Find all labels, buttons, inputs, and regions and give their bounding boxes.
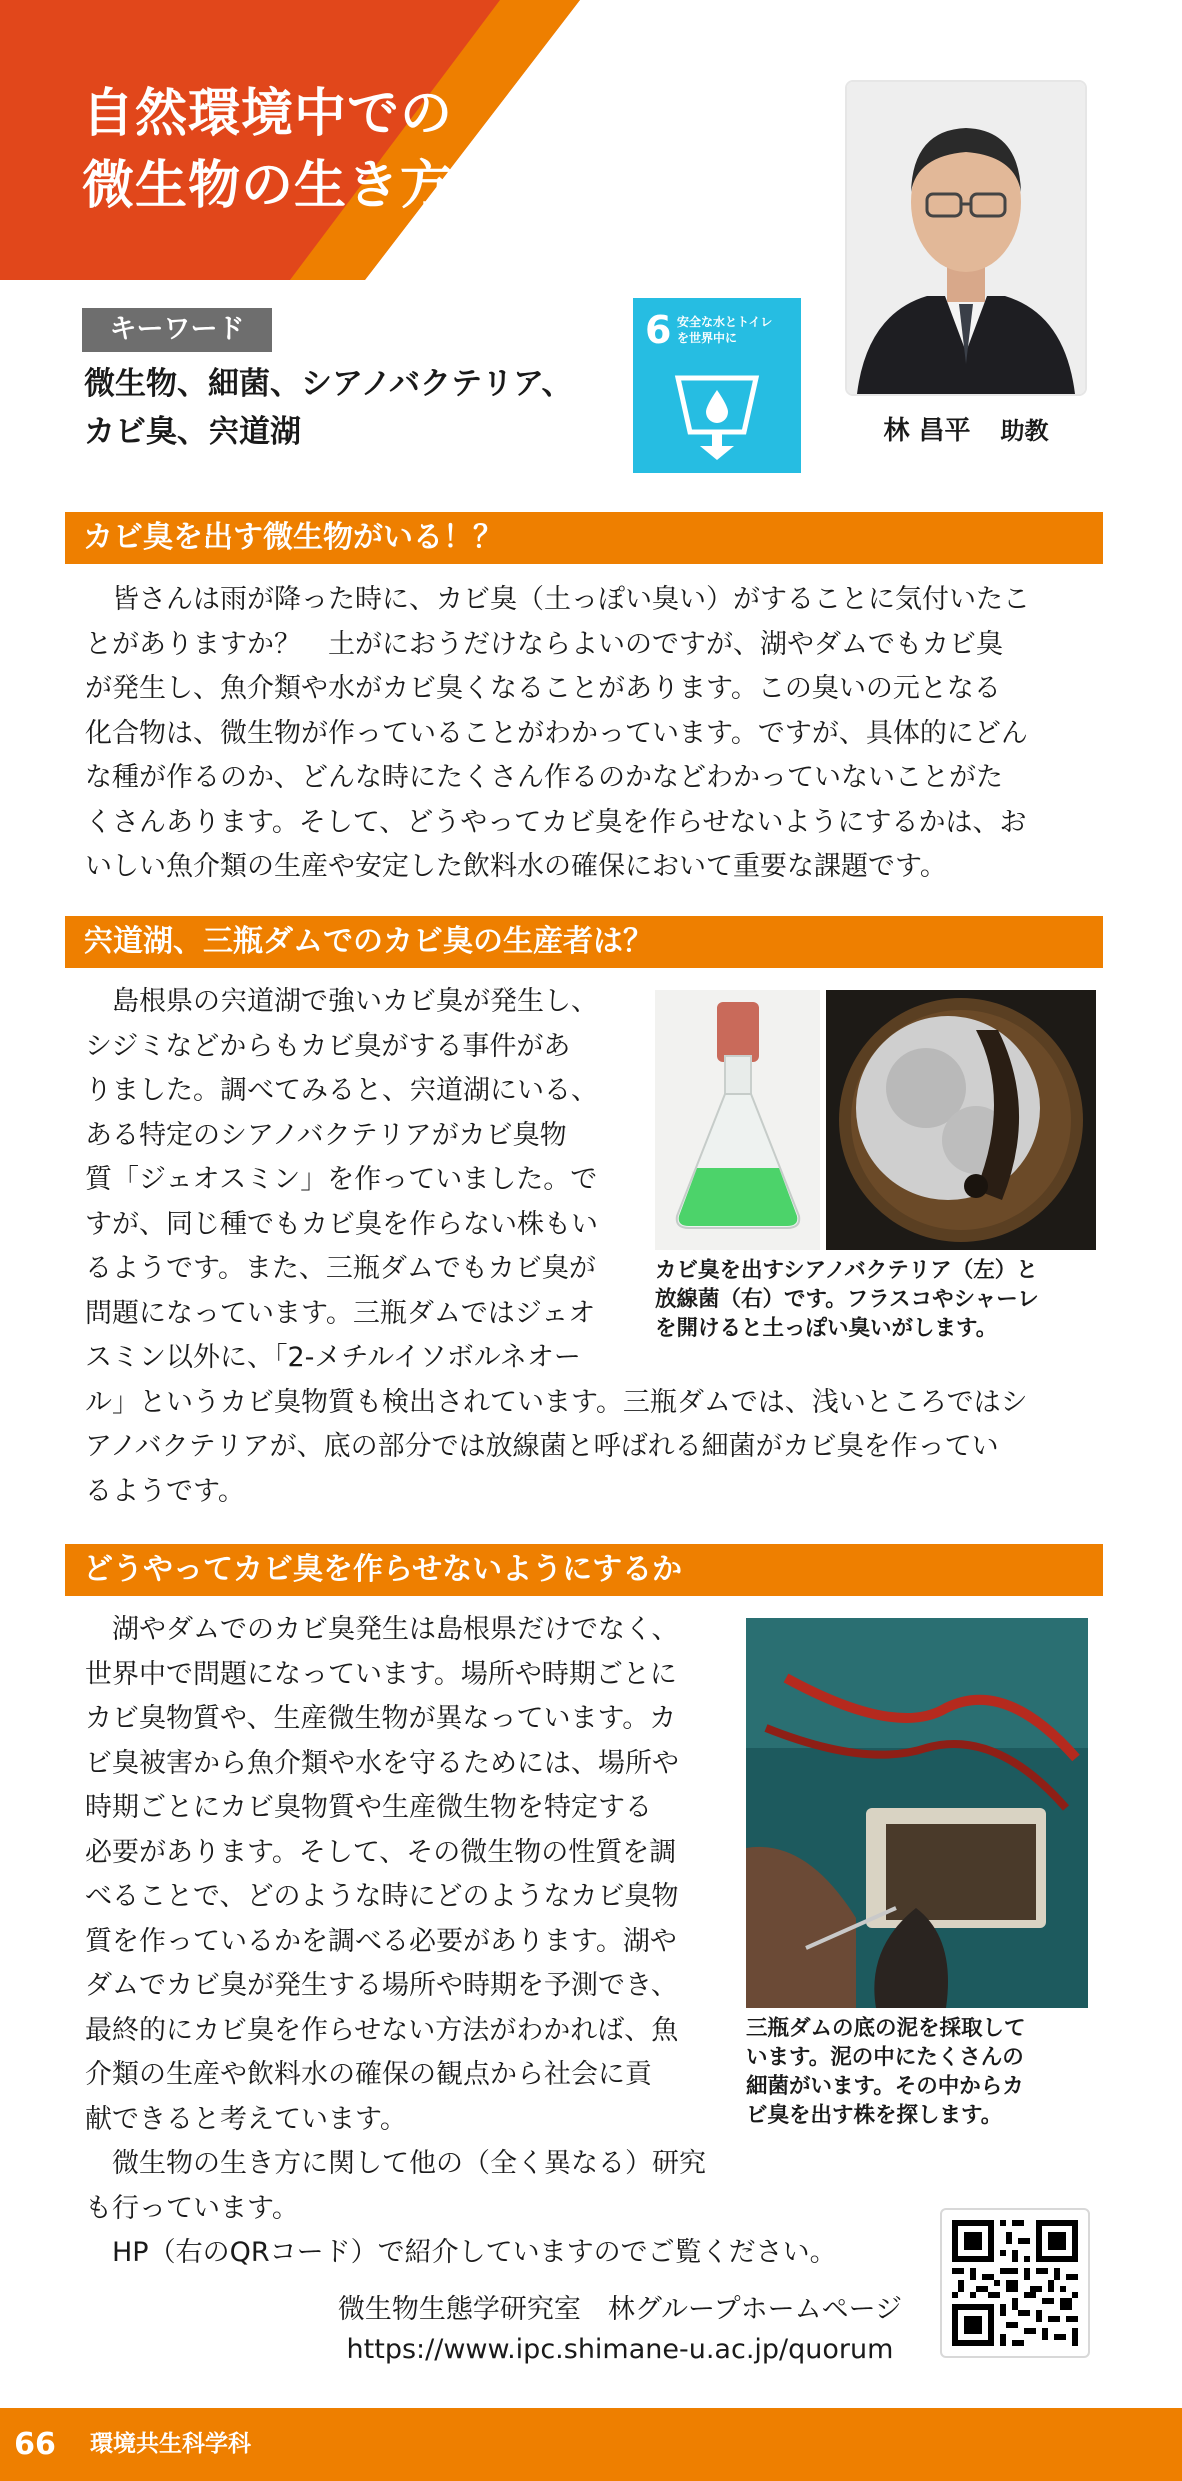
text-line: 介類の生産や飲料水の確保の観点から社会に貢 (85, 2059, 652, 2090)
text-line: りました。調べてみると、宍道湖にいる、 (85, 1075, 598, 1106)
text-line: ある特定のシアノバクテリアがカビ臭物 (85, 1119, 567, 1151)
text-line: 献できると考えています。 (85, 2103, 407, 2135)
text-line: ビ臭被害から魚介類や水を守るためには、場所や (85, 1747, 679, 1779)
water-glass-icon (672, 370, 762, 462)
name-text: 林 昌平 (883, 416, 971, 446)
text-line: 微生物の生き方に関して他の（全く異なる）研究 (85, 2148, 706, 2179)
sdg-text-line-2: を世界中に (677, 331, 738, 345)
section-heading-1: カビ臭を出す微生物がいる！？ (65, 512, 1103, 564)
role-text: 助教 (1000, 417, 1049, 445)
sdg-text (677, 314, 795, 346)
text-line: 質を作っているかを調べる必要があります。湖や (85, 1925, 677, 1957)
caption-line: 三瓶ダムの底の泥を採取して (746, 2016, 1026, 2041)
keyword-label: キーワード (82, 308, 272, 352)
page-number: 66 (0, 2408, 70, 2481)
text-line: 質「ジェオスミン」を作っていました。で (85, 1164, 598, 1195)
text-line: るようです。 (85, 1475, 245, 1507)
title-line-1: 自然環境中での (82, 84, 454, 144)
text-line: 化合物は、微生物が作っていることがわかっています。ですが、具体的にどん (85, 717, 1028, 749)
text-line: シジミなどからもカビ臭がする事件があ (85, 1030, 571, 1062)
petri-dish-photo (826, 990, 1096, 1250)
flask-photo (655, 990, 820, 1250)
text-line: カビ臭物質や、生産微生物が異なっています。カ (85, 1703, 677, 1734)
caption-line: 放線菌（右）です。フラスコやシャーレ (655, 1287, 1039, 1312)
text-line: すが、同じ種でもカビ臭を作らない株もい (85, 1208, 598, 1240)
text-line: 時期ごとにカビ臭物質や生産微生物を特定する (85, 1792, 652, 1823)
section-heading-2: 宍道湖、三瓶ダムでのカビ臭の生産者は？ (65, 916, 1103, 968)
caption-line: カビ臭を出すシアノバクテリア（左）と (655, 1258, 1038, 1283)
sdg-text-line-1: 安全な水とトイレ (677, 315, 773, 329)
text-line: 問題になっています。三瓶ダムではジェオ (85, 1297, 596, 1329)
text-line: が発生し、魚介類や水がカビ臭くなることがあります。この臭いの元となる (85, 673, 1001, 704)
text-line: HP（右のQRコード）で紹介していますのでご覧ください。 (85, 2237, 837, 2268)
text-line: べることで、どのような時にどのようなカビ臭物 (85, 1881, 679, 1912)
profile-photo (845, 80, 1087, 396)
caption-line: を開けると土っぽい臭いがします。 (655, 1316, 998, 1341)
title-line-2: 微生物の生き方を知る (82, 156, 613, 216)
homepage-label: 微生物生態学研究室 林グループホームページ (337, 2294, 903, 2325)
text-line: 湖やダムでのカビ臭発生は島根県だけでなく、 (85, 1614, 679, 1645)
text-line: くさんあります。そして、どうやってカビ臭を作らせないようにするかは、お (85, 806, 1027, 838)
text-line: ル」というカビ臭物質も検出されています。三瓶ダムでは、浅いところではシ (85, 1386, 1028, 1418)
text-line: るようです。また、三瓶ダムでもカビ臭が (85, 1253, 596, 1284)
text-line: も行っています。 (85, 2192, 299, 2224)
text-line: とがありますか？ 土がにおうだけならよいのですが、湖やダムでもカビ臭 (85, 628, 1003, 660)
text-line: 必要があります。そして、その微生物の性質を調 (85, 1836, 677, 1868)
caption-line: 細菌がいます。その中からカ (746, 2074, 1024, 2099)
mud-sampling-photo (746, 1618, 1088, 2008)
page-title (82, 78, 612, 222)
section-2-caption (655, 1256, 1100, 1343)
keyword-line-2: カビ臭、宍道湖 (84, 414, 301, 450)
qr-code-image (952, 2220, 1078, 2346)
text-line: いしい魚介類の生産や安定した飲料水の確保において重要な課題です。 (85, 851, 947, 882)
sdg-number: 6 (645, 308, 672, 352)
text-line: アノバクテリアが、底の部分では放線菌と呼ばれる細菌がカビ臭を作ってい (85, 1431, 999, 1462)
text-line: な種が作るのか、どんな時にたくさん作るのかなどわかっていないことがた (85, 762, 1003, 793)
keyword-list (84, 360, 644, 456)
text-line: ダムでカビ臭が発生する場所や時期を予測でき、 (85, 1970, 678, 2001)
department-name: 環境共生科学科 (90, 2431, 251, 2457)
homepage-url[interactable]: https://www.ipc.shimane-u.ac.jp/quorum (346, 2334, 894, 2365)
section-3-caption (746, 2014, 1096, 2130)
text-line: 最終的にカビ臭を作らせない方法がわかれば、魚 (85, 2014, 679, 2046)
person-name (845, 410, 1087, 447)
portrait-image (847, 82, 1085, 394)
section-heading-3: どうやってカビ臭を作らせないようにするか (65, 1544, 1103, 1596)
keyword-line-1: 微生物、細菌、シアノバクテリア、 (84, 366, 573, 402)
text-line: 世界中で問題になっています。場所や時期ごとに (85, 1658, 677, 1690)
homepage-info (300, 2290, 940, 2370)
text-line: 島根県の宍道湖で強いカビ臭が発生し、 (85, 986, 598, 1017)
text-line: スミン以外に、「2-メチルイソボルネオー (85, 1342, 581, 1373)
qr-code[interactable] (940, 2208, 1090, 2358)
text-line: 皆さんは雨が降った時に、カビ臭（土っぽい臭い）がすることに気付いたこ (85, 584, 1030, 615)
sdg-6-icon (633, 298, 801, 473)
section-1-body (85, 578, 1095, 890)
caption-line: います。泥の中にたくさんの (746, 2045, 1024, 2070)
caption-line: ビ臭を出す株を探します。 (746, 2103, 1003, 2128)
